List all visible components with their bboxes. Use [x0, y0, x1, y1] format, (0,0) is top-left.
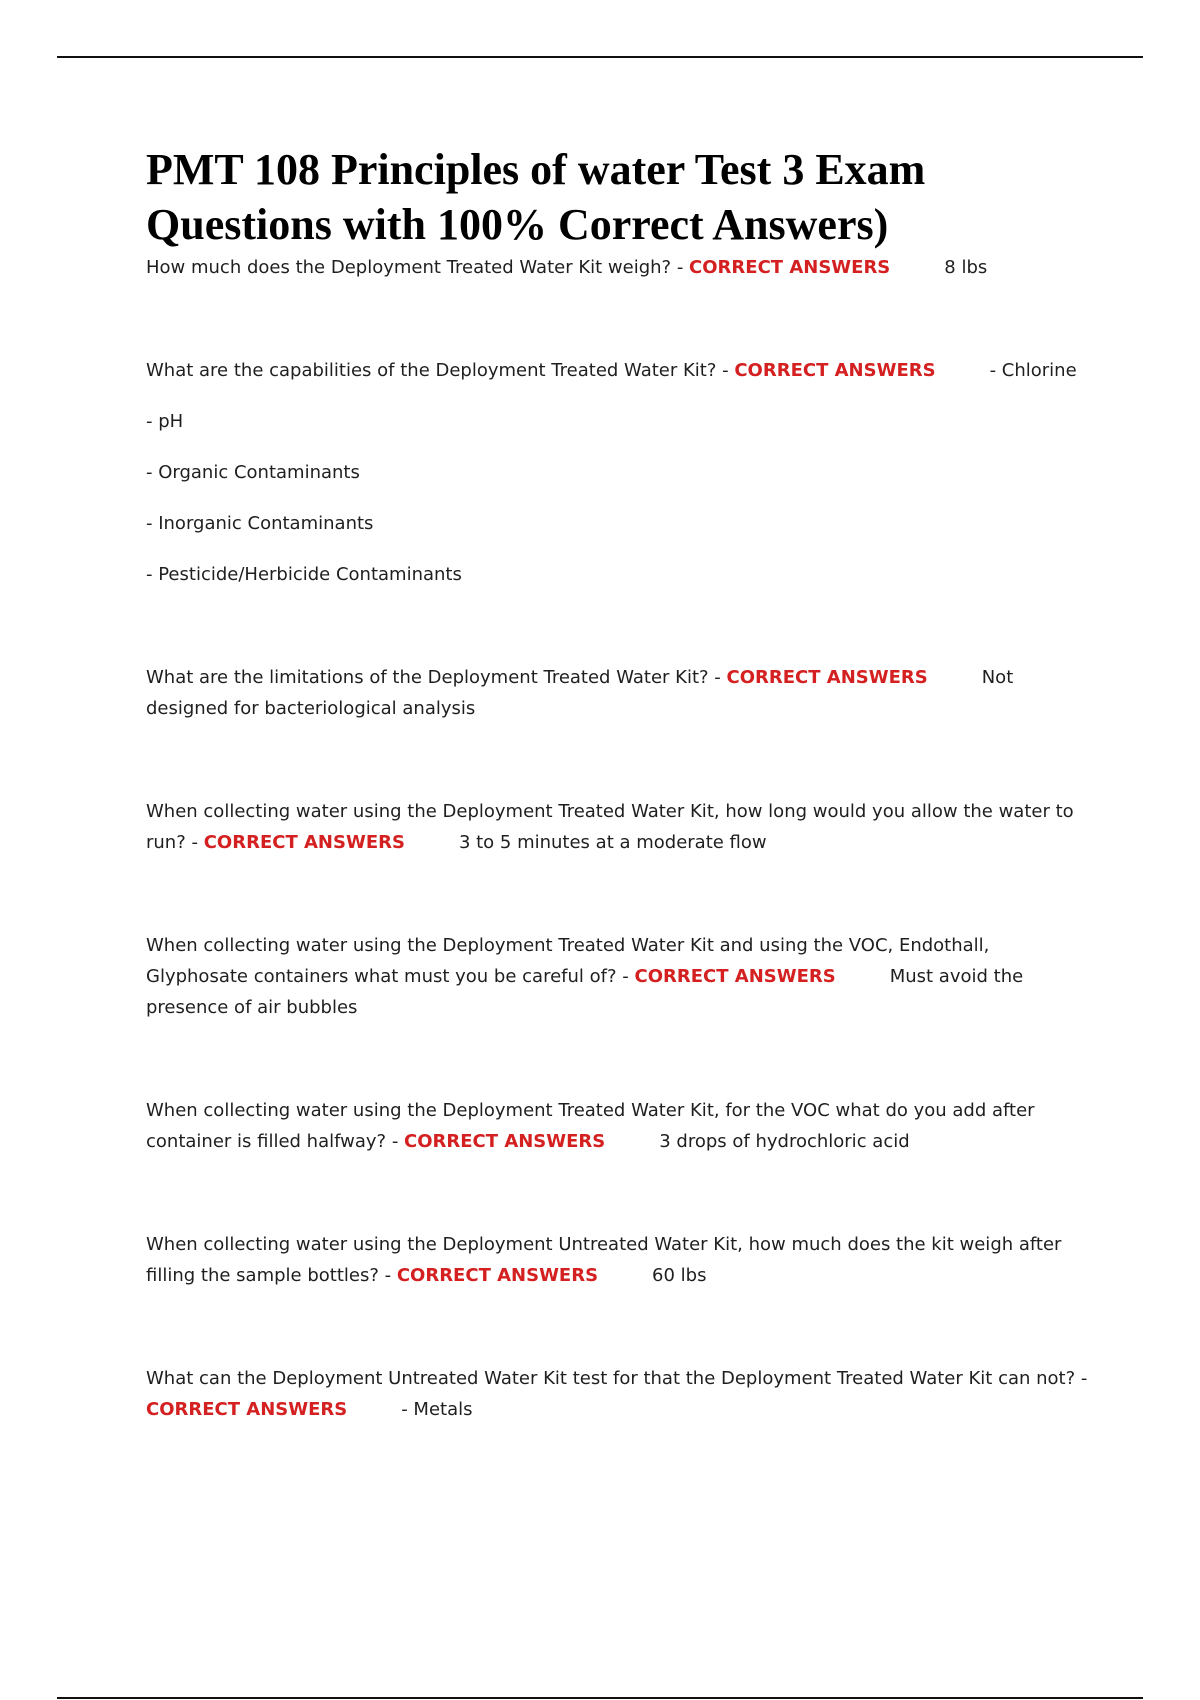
- answer-text: 8 lbs: [944, 257, 988, 278]
- qa-item: [146, 1363, 1096, 1425]
- answer-text: - Chlorine: [989, 360, 1077, 381]
- correct-answers-label: CORRECT ANSWERS: [689, 257, 891, 278]
- answer-list-item: - Pesticide/Herbicide Contaminants: [146, 564, 462, 585]
- qa-item: [146, 662, 1096, 724]
- bottom-rule: [57, 1697, 1143, 1699]
- top-rule: [57, 56, 1143, 58]
- correct-answers-label: CORRECT ANSWERS: [734, 360, 936, 381]
- correct-answers-label: CORRECT ANSWERS: [634, 966, 836, 987]
- question-text: What can the Deployment Untreated Water Kit test for that the Deployment Treated Water Kit can not? -: [146, 1368, 1088, 1389]
- question-text: When collecting water using the Deployment Treated Water Kit, for the VOC what do you add after container is filled halfway? -: [146, 1100, 1035, 1152]
- correct-answers-label: CORRECT ANSWERS: [726, 667, 928, 688]
- document-title: PMT 108 Principles of water Test 3 Exam Questions with 100% Correct Answers): [146, 145, 926, 249]
- qa-line: [146, 1229, 1096, 1291]
- qa-line: [146, 355, 1096, 386]
- qa-line: [146, 252, 1096, 283]
- correct-answers-label: CORRECT ANSWERS: [404, 1131, 606, 1152]
- answer-text: Must avoid the presence of air bubbles: [146, 966, 1024, 1018]
- document-page: [146, 142, 1096, 1425]
- question-text: When collecting water using the Deployment Treated Water Kit and using the VOC, Endothall, Glyphosate containers what must you be careful of? -: [146, 935, 990, 987]
- qa-line: [146, 930, 1096, 1023]
- qa-line: [146, 662, 1096, 724]
- qa-item: [146, 796, 1096, 858]
- question-text: When collecting water using the Deployment Untreated Water Kit, how much does the kit weigh after filling the sample bottles? -: [146, 1234, 1062, 1286]
- answer-list-item: - Inorganic Contaminants: [146, 513, 374, 534]
- answer-text: - Metals: [401, 1399, 473, 1420]
- qa-line: [146, 796, 1096, 858]
- answer-text: 3 drops of hydrochloric acid: [659, 1131, 910, 1152]
- qa-item: [146, 252, 1096, 283]
- qa-item: [146, 355, 1096, 590]
- qa-item: [146, 1229, 1096, 1291]
- answer-text: 3 to 5 minutes at a moderate flow: [458, 832, 767, 853]
- qa-item: [146, 930, 1096, 1023]
- question-text: What are the limitations of the Deployment Treated Water Kit? -: [146, 667, 727, 688]
- question-text: What are the capabilities of the Deployment Treated Water Kit? -: [146, 360, 735, 381]
- correct-answers-label: CORRECT ANSWERS: [203, 832, 405, 853]
- qa-line: [146, 1363, 1096, 1425]
- qa-line: [146, 1095, 1096, 1157]
- correct-answers-label: CORRECT ANSWERS: [146, 1399, 348, 1420]
- answer-text: Not designed for bacteriological analysis: [146, 667, 1014, 719]
- correct-answers-label: CORRECT ANSWERS: [396, 1265, 599, 1286]
- answer-list-item: - pH: [146, 411, 184, 432]
- answer-list-item: - Organic Contaminants: [146, 462, 360, 483]
- question-text: How much does the Deployment Treated Water Kit weigh? -: [146, 257, 690, 278]
- answer-text: 60 lbs: [652, 1265, 707, 1286]
- question-text: When collecting water using the Deployment Treated Water Kit, how long would you allow the water to run? -: [146, 801, 1074, 853]
- qa-item: [146, 1095, 1096, 1157]
